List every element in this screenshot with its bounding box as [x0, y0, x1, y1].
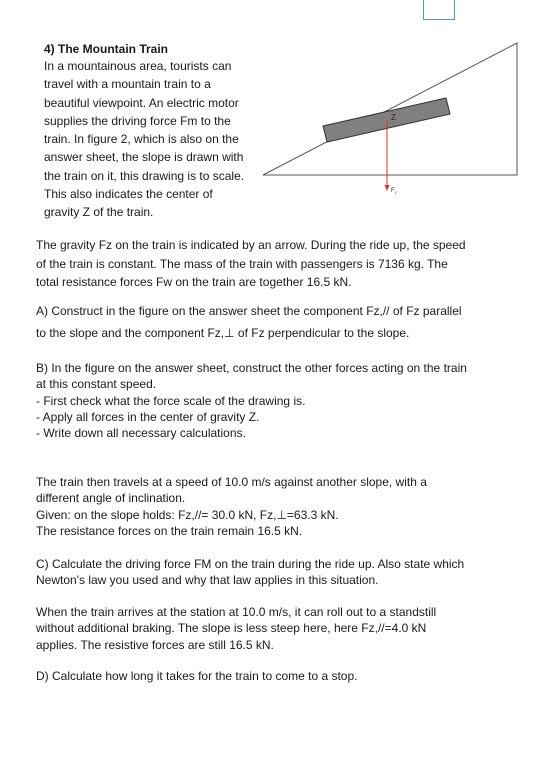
question-line: D) Calculate how long it takes for the train to come to a stop.: [36, 669, 358, 683]
intro-line: answer sheet, the slope is drawn with: [44, 150, 244, 165]
question-line: C) Calculate the driving force FM on the train during the ride up. Also state which: [36, 557, 465, 571]
paragraph-line: of the train is constant. The mass of the train with passengers is 7136 kg. The: [36, 256, 448, 271]
force-label-main: F: [391, 188, 395, 194]
paragraph-line: When the train arrives at the station at 10.0 m/s, it can roll out to a standstill: [36, 605, 437, 619]
paragraph-line: applies. The resistive forces are still 16.5 kN.: [36, 637, 274, 652]
paragraph-line: The gravity Fz on the train is indicated by an arrow. During the ride up, the speed: [36, 238, 466, 252]
question-b: [36, 360, 496, 441]
force-label-subscript: z: [394, 189, 397, 195]
intro-line: gravity Z of the train.: [44, 205, 154, 220]
question-c: [36, 556, 496, 589]
gravity-paragraph: [36, 236, 496, 292]
problem-title: 4) The Mountain Train: [44, 42, 169, 56]
question-line: - First check what the force scale of the drawing is.: [36, 393, 306, 408]
intro-line: beautiful viewpoint. An electric motor: [44, 95, 239, 110]
center-of-gravity-label: Z: [391, 113, 396, 122]
intro-line: In a mountainous area, tourists can: [44, 59, 232, 73]
paragraph-line: The resistance forces on the train remain 16.5 kN.: [36, 523, 303, 538]
intro-section: [44, 42, 259, 222]
question-d: [36, 668, 496, 684]
question-line: - Apply all forces in the center of gravity Z.: [36, 409, 260, 424]
question-line: - Write down all necessary calculations.: [36, 426, 246, 441]
given-paragraph: [36, 474, 496, 539]
intro-line: This also indicates the center of: [44, 187, 213, 202]
intro-line: the train on it, this drawing is to scale.: [44, 168, 245, 183]
question-line: B) In the figure on the answer sheet, construct the other forces acting on the train: [36, 361, 467, 375]
intro-line: travel with a mountain train to a: [44, 77, 211, 92]
rollout-paragraph: [36, 604, 496, 653]
paragraph-line: Given: on the slope holds: Fz,//= 30.0 kN, Fz,⊥=63.3 kN.: [36, 507, 339, 522]
paragraph-line: total resistance forces Fw on the train are together 16.5 kN.: [36, 275, 352, 289]
answer-box: [423, 0, 455, 20]
slope-figure: [260, 40, 522, 200]
question-line: A) Construct in the figure on the answer sheet the component Fz,// of Fz parallel: [36, 304, 462, 318]
question-line: to the slope and the component Fz,⊥ of Fz perpendicular to the slope.: [36, 326, 410, 340]
paragraph-line: different angle of inclination.: [36, 491, 186, 506]
question-line: Newton's law you used and why that law applies in this situation.: [36, 573, 379, 588]
intro-line: supplies the driving force Fm to the: [44, 113, 231, 128]
gravity-arrow-head: [385, 185, 390, 191]
slope-triangle: [263, 43, 517, 175]
paragraph-line: without additional braking. The slope is less steep here, here Fz,//=4.0 kN: [36, 621, 427, 636]
gravity-force-label: [391, 188, 397, 195]
intro-line: train. In figure 2, which is also on the: [44, 132, 239, 147]
paragraph-line: The train then travels at a speed of 10.0 m/s against another slope, with a: [36, 475, 427, 489]
question-line: at this constant speed.: [36, 377, 157, 392]
question-a: [36, 300, 496, 344]
